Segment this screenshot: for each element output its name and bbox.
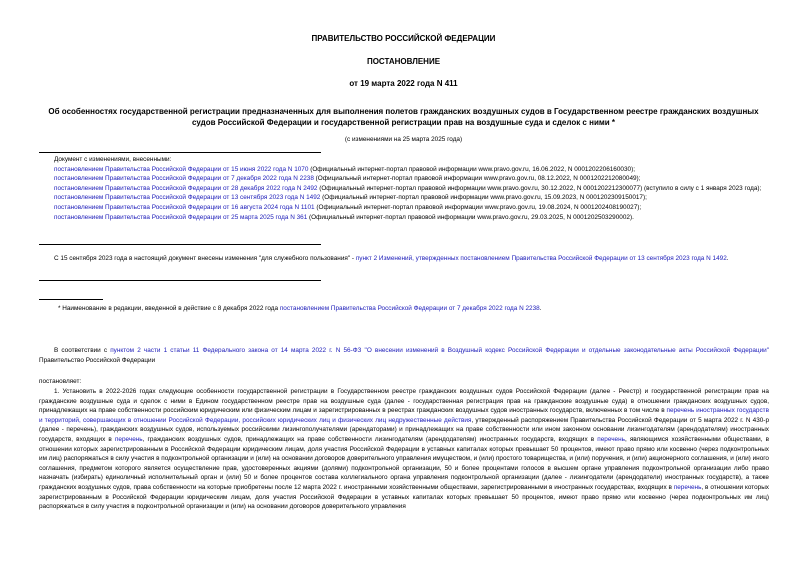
change-link[interactable]: постановлением Правительства Российской Федерации от 28 декабря 2022 года N 2492 (54, 184, 318, 192)
perechen-link[interactable]: перечень (114, 435, 143, 443)
edition-note: (с изменениями на 25 марта 2025 года) (344, 136, 463, 143)
change-item (54, 184, 769, 194)
change-link[interactable]: постановлением Правительства Российской Федерации от 15 июня 2022 года N 1070 (54, 165, 309, 173)
para-text: , являющимся хозяйственными обществами, в отношении которых зарегистрированным в Российской Федерации юридическим лицам, доля участия Российской Федерации в уставных капиталах которых превышает 50 процентов, имеют право прямо или косвенно (через подконтрольных им лиц) распоряжаться в силу участия в подконтрольной организации и (или) на основании договоров доверительного управления имуществом, и (или) простого товарищества, и (или) поручения, и (или) акционерного соглашения, и (или) иного соглашения, предметом которого является осуществление прав, удостоверенных акциями (долями) подконтрольной организации, 50 и более процентами голосов в высшем органе управления подконтрольной организации либо право назначать (избирать) единоличный исполнительный орган и (или) 50 и более процентов состава коллегиального органа управления подконтрольной организации (далее - лизингодатели (арендодатели) иностранных государств), а также гражданских воздушных судов, права собственности на которые приобретены после 12 марта 2022 г. иностранными хозяйственными обществами, зарегистрированными в иностранных государствах, входящих в (39, 435, 770, 491)
perechen-link[interactable]: перечень иностранных государств и территорий, совершающих в отношении Российской Федерации, российских юридических лиц и физических лиц недружественные действия (39, 407, 769, 424)
change-detail: (Официальный интернет-портал правовой информации www.pravo.gov.ru, 15.09.2023, N 0001202309150017); (320, 194, 647, 202)
change-link[interactable]: постановлением Правительства Российской Федерации от 25 марта 2025 года N 361 (54, 213, 308, 221)
change-detail: (Официальный интернет-портал правовой информации www.pravo.gov.ru, 08.12.2022, N 0001202212080049); (313, 175, 641, 183)
footnote (58, 304, 773, 314)
footnote-divider (39, 299, 103, 300)
para-text: , в отношении которых зарегистрированным в Российской Федерации юридическим лицам, доля участия Российской Федерации в уставных капиталах которых превышает 50 процентов, имеют право прямо или косвенно (через подконтрольных им лиц) распоряжаться в силу участия в подконтрольной организации и (или) на основании договоров доверительного управления (39, 483, 769, 511)
preamble (39, 346, 769, 365)
dsp-note (54, 254, 769, 264)
divider (39, 152, 321, 153)
change-link[interactable]: постановлением Правительства Российской Федерации от 13 сентября 2023 года N 1492 (54, 194, 321, 202)
dsp-note-end: . (726, 255, 729, 262)
change-item (54, 174, 769, 184)
doc-type-heading: ПОСТАНОВЛЕНИЕ (366, 57, 441, 66)
preamble-end: Правительство Российской Федерации (39, 356, 156, 364)
change-item (54, 213, 769, 223)
change-item (54, 203, 769, 213)
footnote-link[interactable]: постановлением Правительства Российской Федерации от 7 декабря 2022 года N 2238 (279, 305, 540, 312)
preamble-link[interactable]: пунктом 2 части 1 статьи 11 Федерального закона от 14 марта 2022 г. N 56-ФЗ "О внесении изменений в Воздушный кодекс Российской Федерации и отдельные законодательные акты Российской Федерации" (110, 347, 769, 354)
perechen-link[interactable]: перечень (597, 435, 625, 443)
divider (39, 280, 321, 281)
paragraph-1 (39, 387, 769, 512)
change-link[interactable]: постановлением Правительства Российской Федерации от 16 августа 2024 года N 1101 (54, 203, 315, 211)
changes-intro: Документ с изменениями, внесенными: (54, 156, 172, 163)
change-detail: (Официальный интернет-портал правовой информации www.pravo.gov.ru, 19.08.2024, N 0001202408190027); (314, 203, 642, 211)
divider (39, 244, 321, 245)
date-number-heading: от 19 марта 2022 года N 411 (349, 79, 458, 88)
dsp-note-text: С 15 сентября 2023 года в настоящий документ внесены изменения "для служебного пользования" - (54, 255, 356, 262)
preamble-text: В соответствии с (54, 347, 111, 354)
change-detail: (Официальный интернет-портал правовой информации www.pravo.gov.ru, 29.03.2025, N 0001202503290002). (307, 213, 634, 221)
change-link[interactable]: постановлением Правительства Российской Федерации от 7 декабря 2022 года N 2238 (54, 175, 314, 183)
org-heading: ПРАВИТЕЛЬСТВО РОССИЙСКОЙ ФЕДЕРАЦИИ (311, 34, 496, 43)
decrees-line: постановляет: (39, 378, 82, 385)
change-detail: (Официальный интернет-портал правовой информации www.pravo.gov.ru, 16.06.2022, N 0001202206160030); (308, 165, 635, 173)
footnote-text: * Наименование в редакции, введенной в действие с 8 декабря 2022 года (58, 305, 280, 312)
dsp-note-link[interactable]: пункт 2 Изменений, утвержденных постановлением Правительства Российской Федерации от 13 сентября 2023 года N 1492 (355, 255, 727, 262)
para-text: 1. Установить в 2022-2026 годах следующие особенности государственной регистрации в Государственном реестре гражданских воздушных судов Российской Федерации (далее - Реестр) и государственной регистрации прав на гражданские воздушные суда и сделок с ними в Едином государственном реестре прав на воздушные суда (далее - государственная регистрация прав на гражданские воздушные суда) в отношении гражданских воздушных судов, принадлежащих на праве собственности российским юридическим или физическим лицам и зарегистрированных в реестрах гражданских воздушных судов иностранных государств, включенных в том числе в (39, 388, 769, 415)
para-text: , утвержденный распоряжением Правительства Российской Федерации от 5 марта 2022 г. N 430-р (далее - перечень), гражданских воздушных судов, используемых российскими лизингополучателями (арендаторами) и принадлежащих на праве собственности или ином законном основании лизингодателям (арендодателям) иностранных государств, входящих в (39, 416, 769, 443)
change-item (54, 193, 769, 203)
change-item (54, 165, 769, 175)
para-text: , гражданских воздушных судов, принадлежащих на праве собственности лизингодателям (арендодателям) иностранных государств, входящих в (142, 435, 598, 443)
change-detail: (Официальный интернет-портал правовой информации www.pravo.gov.ru, 30.12.2022, N 0001202212300077) (вступило в силу с 1 января 2023 года); (317, 184, 762, 192)
perechen-link[interactable]: перечень (673, 483, 702, 491)
changes-list (54, 155, 769, 222)
document-title: Об особенностях государственной регистрации предназначенных для выполнения полетов гражданских воздушных судов в Государственном реестре гражданских воздушных судов Российской Федерации и государственной регистрации прав на воздушные суда и сделок с ними * (48, 107, 759, 127)
footnote-end: . (539, 305, 542, 312)
